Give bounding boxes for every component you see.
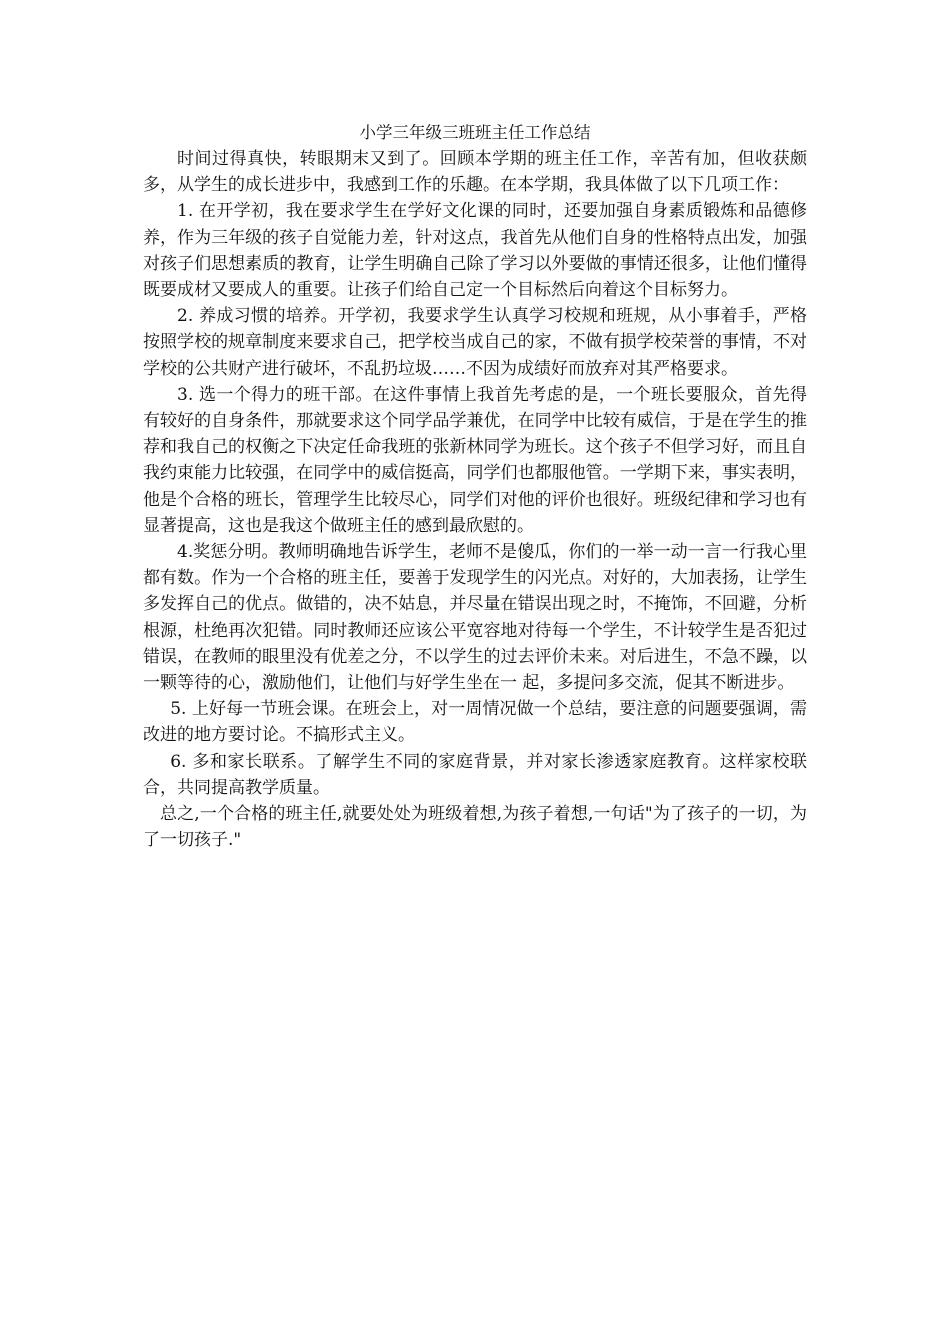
paragraph-item-4: 4.奖惩分明。教师明确地告诉学生，老师不是傻瓜，你们的一举一动一言一行我心里都有数。作为一个合格的班主任，要善于发现学生的闪光点。对好的，大加表扬，让学生多发挥自己的优点。做错的，决不姑息，并尽量在错误出现之时，不掩饰，不回避，分析根源，杜绝再次犯错。同时教师还应该公平宽容地对待每一个学生，不计较学生是否犯过错误，在教师的眼里没有优差之分，不以学生的过去评价未来。对后进生，不急不躁，以一颗等待的心，激励他们，让他们与好学生坐在一 起，多提问多交流，促其不断进步。 (143, 542, 807, 694)
paragraph-item-1: 1. 在开学初，我在要求学生在学好文化课的同时，还要加强自身素质锻炼和品德修养，作为三年级的孩子自觉能力差，针对这点，我首先从他们自身的性格特点出发，加强对孩子们思想素质的教育，让学生明确自己除了学习以外要做的事情还很多，让他们懂得既要成材又要成人的重要。让孩子们给自己定一个目标然后向着这个目标努力。 (143, 201, 807, 301)
document-page (143, 120, 807, 853)
paragraph-item-2: 2. 养成习惯的培养。开学初，我要求学生认真学习校规和班规，从小事着手，严格按照学校的规章制度来要求自己，把学校当成自己的家，不做有损学校荣誉的事情，不对学校的公共财产进行破坏，不乱扔垃圾……不因为成绩好而放弃对其严格要求。 (143, 306, 807, 379)
paragraph-intro: 时间过得真快，转眼期末又到了。回顾本学期的班主任工作，辛苦有加，但收获颇多，从学生的成长进步中，我感到工作的乐趣。在本学期，我具体做了以下几项工作： (143, 149, 807, 196)
paragraph-conclusion: 总之,一个合格的班主任,就要处处为班级着想,为孩子着想,一句话"为了孩子的一切，为了一切孩子." (143, 804, 807, 851)
paragraph-item-3: 3. 选一个得力的班干部。在这件事情上我首先考虑的是，一个班长要服众，首先得有较好的自身条件，那就要求这个同学品学兼优，在同学中比较有威信，于是在学生的推荐和我自己的权衡之下决定任命我班的张新林同学为班长。这个孩子不但学习好，而且自我约束能力比较强，在同学中的威信挺高，同学们也都服他管。一学期下来，事实表明，他是个合格的班长，管理学生比较尽心，同学们对他的评价也很好。班级纪律和学习也有显著提高，这也是我这个做班主任的感到最欣慰的。 (143, 384, 807, 536)
paragraph-item-5: 5. 上好每一节班会课。在班会上，对一周情况做一个总结，要注意的问题要强调，需改进的地方要讨论。不搞形式主义。 (143, 699, 807, 746)
document-title: 小学三年级三班班主任工作总结 (359, 123, 591, 142)
paragraph-item-6: 6. 多和家长联系。了解学生不同的家庭背景，并对家长渗透家庭教育。这样家校联合，共同提高教学质量。 (143, 751, 807, 798)
